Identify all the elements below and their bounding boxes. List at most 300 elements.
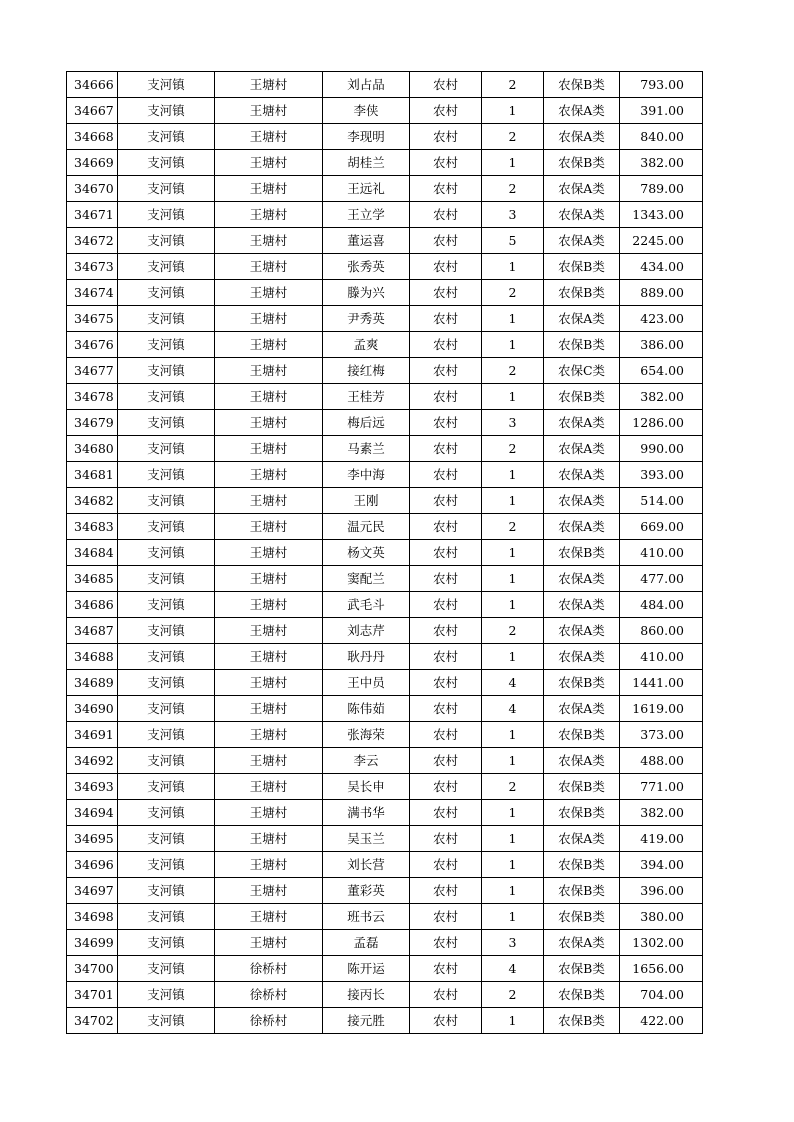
table-row [67, 774, 703, 800]
name-cell: 张海荣 [323, 722, 410, 748]
table-row [67, 436, 703, 462]
table-row [67, 384, 703, 410]
record-id-cell: 34672 [67, 228, 118, 254]
record-id-cell: 34682 [67, 488, 118, 514]
village-cell: 王塘村 [215, 488, 323, 514]
village-cell: 王塘村 [215, 176, 323, 202]
town-cell: 支河镇 [118, 462, 215, 488]
village-cell: 王塘村 [215, 462, 323, 488]
area-type-cell: 农村 [410, 306, 482, 332]
table-row [67, 228, 703, 254]
household-count-cell: 2 [482, 176, 544, 202]
record-id-cell: 34700 [67, 956, 118, 982]
household-count-cell: 1 [482, 462, 544, 488]
category-cell: 农保B类 [544, 956, 620, 982]
table-row [67, 618, 703, 644]
household-count-cell: 2 [482, 124, 544, 150]
town-cell: 支河镇 [118, 358, 215, 384]
name-cell: 胡桂兰 [323, 150, 410, 176]
household-count-cell: 1 [482, 748, 544, 774]
town-cell: 支河镇 [118, 878, 215, 904]
household-count-cell: 1 [482, 306, 544, 332]
table-row [67, 410, 703, 436]
area-type-cell: 农村 [410, 644, 482, 670]
area-type-cell: 农村 [410, 904, 482, 930]
household-count-cell: 1 [482, 800, 544, 826]
record-id-cell: 34668 [67, 124, 118, 150]
record-id-cell: 34684 [67, 540, 118, 566]
area-type-cell: 农村 [410, 878, 482, 904]
table-row [67, 1008, 703, 1034]
area-type-cell: 农村 [410, 696, 482, 722]
town-cell: 支河镇 [118, 228, 215, 254]
amount-cell: 394.00 [620, 852, 703, 878]
record-id-cell: 34675 [67, 306, 118, 332]
village-cell: 王塘村 [215, 878, 323, 904]
amount-cell: 2245.00 [620, 228, 703, 254]
area-type-cell: 农村 [410, 358, 482, 384]
name-cell: 张秀英 [323, 254, 410, 280]
village-cell: 王塘村 [215, 644, 323, 670]
household-count-cell: 2 [482, 436, 544, 462]
category-cell: 农保A类 [544, 202, 620, 228]
name-cell: 刘占品 [323, 72, 410, 98]
household-count-cell: 2 [482, 774, 544, 800]
category-cell: 农保A类 [544, 566, 620, 592]
household-count-cell: 4 [482, 696, 544, 722]
household-count-cell: 1 [482, 1008, 544, 1034]
amount-cell: 1441.00 [620, 670, 703, 696]
record-id-cell: 34681 [67, 462, 118, 488]
village-cell: 王塘村 [215, 228, 323, 254]
record-id-cell: 34680 [67, 436, 118, 462]
household-count-cell: 1 [482, 332, 544, 358]
table-row [67, 566, 703, 592]
record-id-cell: 34694 [67, 800, 118, 826]
village-cell: 王塘村 [215, 332, 323, 358]
town-cell: 支河镇 [118, 540, 215, 566]
name-cell: 武毛斗 [323, 592, 410, 618]
table-row [67, 592, 703, 618]
town-cell: 支河镇 [118, 982, 215, 1008]
table-row [67, 800, 703, 826]
name-cell: 刘长营 [323, 852, 410, 878]
name-cell: 王中员 [323, 670, 410, 696]
village-cell: 徐桥村 [215, 956, 323, 982]
record-id-cell: 34669 [67, 150, 118, 176]
category-cell: 农保A类 [544, 306, 620, 332]
town-cell: 支河镇 [118, 930, 215, 956]
area-type-cell: 农村 [410, 176, 482, 202]
village-cell: 王塘村 [215, 202, 323, 228]
household-count-cell: 1 [482, 592, 544, 618]
amount-cell: 434.00 [620, 254, 703, 280]
record-id-cell: 34683 [67, 514, 118, 540]
town-cell: 支河镇 [118, 436, 215, 462]
name-cell: 马素兰 [323, 436, 410, 462]
amount-cell: 889.00 [620, 280, 703, 306]
name-cell: 李中海 [323, 462, 410, 488]
record-id-cell: 34679 [67, 410, 118, 436]
record-id-cell: 34698 [67, 904, 118, 930]
table-row [67, 670, 703, 696]
town-cell: 支河镇 [118, 774, 215, 800]
area-type-cell: 农村 [410, 956, 482, 982]
household-count-cell: 2 [482, 280, 544, 306]
area-type-cell: 农村 [410, 852, 482, 878]
household-count-cell: 4 [482, 956, 544, 982]
category-cell: 农保B类 [544, 1008, 620, 1034]
table-row [67, 644, 703, 670]
amount-cell: 382.00 [620, 800, 703, 826]
category-cell: 农保A类 [544, 644, 620, 670]
area-type-cell: 农村 [410, 202, 482, 228]
household-count-cell: 3 [482, 930, 544, 956]
amount-cell: 423.00 [620, 306, 703, 332]
name-cell: 李侠 [323, 98, 410, 124]
name-cell: 董彩英 [323, 878, 410, 904]
amount-cell: 669.00 [620, 514, 703, 540]
village-cell: 王塘村 [215, 748, 323, 774]
area-type-cell: 农村 [410, 800, 482, 826]
name-cell: 接元胜 [323, 1008, 410, 1034]
category-cell: 农保B类 [544, 72, 620, 98]
town-cell: 支河镇 [118, 618, 215, 644]
category-cell: 农保B类 [544, 878, 620, 904]
amount-cell: 393.00 [620, 462, 703, 488]
household-count-cell: 1 [482, 904, 544, 930]
amount-cell: 419.00 [620, 826, 703, 852]
household-count-cell: 3 [482, 202, 544, 228]
name-cell: 刘志芹 [323, 618, 410, 644]
category-cell: 农保B类 [544, 670, 620, 696]
town-cell: 支河镇 [118, 748, 215, 774]
name-cell: 吴长申 [323, 774, 410, 800]
household-count-cell: 1 [482, 722, 544, 748]
amount-cell: 704.00 [620, 982, 703, 1008]
amount-cell: 1286.00 [620, 410, 703, 436]
town-cell: 支河镇 [118, 202, 215, 228]
name-cell: 尹秀英 [323, 306, 410, 332]
amount-cell: 990.00 [620, 436, 703, 462]
category-cell: 农保A类 [544, 514, 620, 540]
category-cell: 农保A类 [544, 410, 620, 436]
name-cell: 吴玉兰 [323, 826, 410, 852]
town-cell: 支河镇 [118, 306, 215, 332]
amount-cell: 477.00 [620, 566, 703, 592]
town-cell: 支河镇 [118, 124, 215, 150]
table-row [67, 696, 703, 722]
amount-cell: 382.00 [620, 150, 703, 176]
table-row [67, 306, 703, 332]
town-cell: 支河镇 [118, 72, 215, 98]
table-row [67, 878, 703, 904]
category-cell: 农保B类 [544, 852, 620, 878]
name-cell: 接红梅 [323, 358, 410, 384]
table-row [67, 254, 703, 280]
table-row [67, 332, 703, 358]
name-cell: 王立学 [323, 202, 410, 228]
town-cell: 支河镇 [118, 566, 215, 592]
amount-cell: 789.00 [620, 176, 703, 202]
town-cell: 支河镇 [118, 644, 215, 670]
area-type-cell: 农村 [410, 410, 482, 436]
town-cell: 支河镇 [118, 852, 215, 878]
name-cell: 班书云 [323, 904, 410, 930]
village-cell: 王塘村 [215, 514, 323, 540]
area-type-cell: 农村 [410, 930, 482, 956]
village-cell: 王塘村 [215, 436, 323, 462]
record-id-cell: 34674 [67, 280, 118, 306]
town-cell: 支河镇 [118, 514, 215, 540]
amount-cell: 860.00 [620, 618, 703, 644]
amount-cell: 1656.00 [620, 956, 703, 982]
record-id-cell: 34691 [67, 722, 118, 748]
record-id-cell: 34687 [67, 618, 118, 644]
record-id-cell: 34676 [67, 332, 118, 358]
village-cell: 王塘村 [215, 930, 323, 956]
table-row [67, 72, 703, 98]
table-row [67, 488, 703, 514]
town-cell: 支河镇 [118, 722, 215, 748]
village-cell: 王塘村 [215, 800, 323, 826]
town-cell: 支河镇 [118, 1008, 215, 1034]
record-id-cell: 34696 [67, 852, 118, 878]
village-cell: 王塘村 [215, 280, 323, 306]
table-row [67, 852, 703, 878]
record-id-cell: 34677 [67, 358, 118, 384]
amount-cell: 484.00 [620, 592, 703, 618]
table-row [67, 150, 703, 176]
category-cell: 农保A类 [544, 618, 620, 644]
household-count-cell: 1 [482, 826, 544, 852]
record-id-cell: 34702 [67, 1008, 118, 1034]
town-cell: 支河镇 [118, 904, 215, 930]
household-count-cell: 2 [482, 358, 544, 384]
household-count-cell: 3 [482, 410, 544, 436]
record-id-cell: 34701 [67, 982, 118, 1008]
town-cell: 支河镇 [118, 800, 215, 826]
name-cell: 孟磊 [323, 930, 410, 956]
area-type-cell: 农村 [410, 488, 482, 514]
category-cell: 农保A类 [544, 930, 620, 956]
amount-cell: 1302.00 [620, 930, 703, 956]
area-type-cell: 农村 [410, 592, 482, 618]
town-cell: 支河镇 [118, 696, 215, 722]
amount-cell: 422.00 [620, 1008, 703, 1034]
category-cell: 农保A类 [544, 462, 620, 488]
household-count-cell: 1 [482, 98, 544, 124]
village-cell: 王塘村 [215, 904, 323, 930]
record-id-cell: 34666 [67, 72, 118, 98]
area-type-cell: 农村 [410, 384, 482, 410]
household-count-cell: 1 [482, 540, 544, 566]
name-cell: 孟爽 [323, 332, 410, 358]
relief-roster-table [66, 71, 703, 1034]
household-count-cell: 2 [482, 514, 544, 540]
amount-cell: 382.00 [620, 384, 703, 410]
area-type-cell: 农村 [410, 566, 482, 592]
table-row [67, 280, 703, 306]
amount-cell: 793.00 [620, 72, 703, 98]
area-type-cell: 农村 [410, 124, 482, 150]
table-row [67, 748, 703, 774]
amount-cell: 391.00 [620, 98, 703, 124]
name-cell: 杨文英 [323, 540, 410, 566]
town-cell: 支河镇 [118, 176, 215, 202]
category-cell: 农保A类 [544, 592, 620, 618]
record-id-cell: 34685 [67, 566, 118, 592]
name-cell: 接丙长 [323, 982, 410, 1008]
amount-cell: 840.00 [620, 124, 703, 150]
name-cell: 窦配兰 [323, 566, 410, 592]
category-cell: 农保B类 [544, 540, 620, 566]
village-cell: 王塘村 [215, 852, 323, 878]
category-cell: 农保B类 [544, 774, 620, 800]
table-row [67, 930, 703, 956]
table-row [67, 176, 703, 202]
household-count-cell: 1 [482, 566, 544, 592]
category-cell: 农保A类 [544, 488, 620, 514]
area-type-cell: 农村 [410, 540, 482, 566]
amount-cell: 386.00 [620, 332, 703, 358]
village-cell: 王塘村 [215, 592, 323, 618]
town-cell: 支河镇 [118, 670, 215, 696]
area-type-cell: 农村 [410, 748, 482, 774]
record-id-cell: 34671 [67, 202, 118, 228]
village-cell: 王塘村 [215, 72, 323, 98]
category-cell: 农保B类 [544, 280, 620, 306]
amount-cell: 771.00 [620, 774, 703, 800]
town-cell: 支河镇 [118, 150, 215, 176]
name-cell: 董运喜 [323, 228, 410, 254]
household-count-cell: 2 [482, 982, 544, 1008]
area-type-cell: 农村 [410, 150, 482, 176]
village-cell: 王塘村 [215, 254, 323, 280]
record-id-cell: 34697 [67, 878, 118, 904]
area-type-cell: 农村 [410, 722, 482, 748]
table-row [67, 540, 703, 566]
name-cell: 滕为兴 [323, 280, 410, 306]
village-cell: 徐桥村 [215, 1008, 323, 1034]
record-id-cell: 34673 [67, 254, 118, 280]
record-id-cell: 34692 [67, 748, 118, 774]
table-row [67, 722, 703, 748]
table-row [67, 462, 703, 488]
household-count-cell: 2 [482, 618, 544, 644]
category-cell: 农保A类 [544, 436, 620, 462]
category-cell: 农保A类 [544, 124, 620, 150]
town-cell: 支河镇 [118, 280, 215, 306]
name-cell: 王刚 [323, 488, 410, 514]
name-cell: 李现明 [323, 124, 410, 150]
amount-cell: 410.00 [620, 540, 703, 566]
table-row [67, 904, 703, 930]
category-cell: 农保A类 [544, 176, 620, 202]
name-cell: 温元民 [323, 514, 410, 540]
town-cell: 支河镇 [118, 384, 215, 410]
table-row [67, 124, 703, 150]
record-id-cell: 34670 [67, 176, 118, 202]
village-cell: 王塘村 [215, 618, 323, 644]
amount-cell: 410.00 [620, 644, 703, 670]
town-cell: 支河镇 [118, 410, 215, 436]
village-cell: 王塘村 [215, 150, 323, 176]
category-cell: 农保B类 [544, 800, 620, 826]
town-cell: 支河镇 [118, 956, 215, 982]
village-cell: 王塘村 [215, 98, 323, 124]
area-type-cell: 农村 [410, 774, 482, 800]
amount-cell: 1343.00 [620, 202, 703, 228]
area-type-cell: 农村 [410, 332, 482, 358]
category-cell: 农保B类 [544, 332, 620, 358]
area-type-cell: 农村 [410, 280, 482, 306]
record-id-cell: 34699 [67, 930, 118, 956]
area-type-cell: 农村 [410, 826, 482, 852]
household-count-cell: 1 [482, 384, 544, 410]
area-type-cell: 农村 [410, 462, 482, 488]
household-count-cell: 1 [482, 150, 544, 176]
name-cell: 陈开运 [323, 956, 410, 982]
town-cell: 支河镇 [118, 254, 215, 280]
category-cell: 农保A类 [544, 826, 620, 852]
area-type-cell: 农村 [410, 436, 482, 462]
village-cell: 王塘村 [215, 306, 323, 332]
area-type-cell: 农村 [410, 982, 482, 1008]
name-cell: 王桂芳 [323, 384, 410, 410]
category-cell: 农保A类 [544, 228, 620, 254]
area-type-cell: 农村 [410, 98, 482, 124]
village-cell: 王塘村 [215, 410, 323, 436]
record-id-cell: 34695 [67, 826, 118, 852]
village-cell: 徐桥村 [215, 982, 323, 1008]
amount-cell: 373.00 [620, 722, 703, 748]
village-cell: 王塘村 [215, 826, 323, 852]
area-type-cell: 农村 [410, 514, 482, 540]
record-id-cell: 34693 [67, 774, 118, 800]
town-cell: 支河镇 [118, 332, 215, 358]
town-cell: 支河镇 [118, 592, 215, 618]
category-cell: 农保B类 [544, 982, 620, 1008]
category-cell: 农保A类 [544, 98, 620, 124]
category-cell: 农保A类 [544, 696, 620, 722]
table-row [67, 956, 703, 982]
amount-cell: 1619.00 [620, 696, 703, 722]
village-cell: 王塘村 [215, 696, 323, 722]
table-row [67, 982, 703, 1008]
village-cell: 王塘村 [215, 358, 323, 384]
village-cell: 王塘村 [215, 722, 323, 748]
area-type-cell: 农村 [410, 1008, 482, 1034]
household-count-cell: 1 [482, 254, 544, 280]
category-cell: 农保B类 [544, 722, 620, 748]
table-row [67, 98, 703, 124]
category-cell: 农保B类 [544, 904, 620, 930]
table-body [67, 72, 703, 1034]
village-cell: 王塘村 [215, 384, 323, 410]
name-cell: 梅后远 [323, 410, 410, 436]
name-cell: 李云 [323, 748, 410, 774]
village-cell: 王塘村 [215, 774, 323, 800]
town-cell: 支河镇 [118, 826, 215, 852]
village-cell: 王塘村 [215, 566, 323, 592]
village-cell: 王塘村 [215, 670, 323, 696]
category-cell: 农保A类 [544, 748, 620, 774]
area-type-cell: 农村 [410, 228, 482, 254]
town-cell: 支河镇 [118, 98, 215, 124]
amount-cell: 488.00 [620, 748, 703, 774]
record-id-cell: 34686 [67, 592, 118, 618]
